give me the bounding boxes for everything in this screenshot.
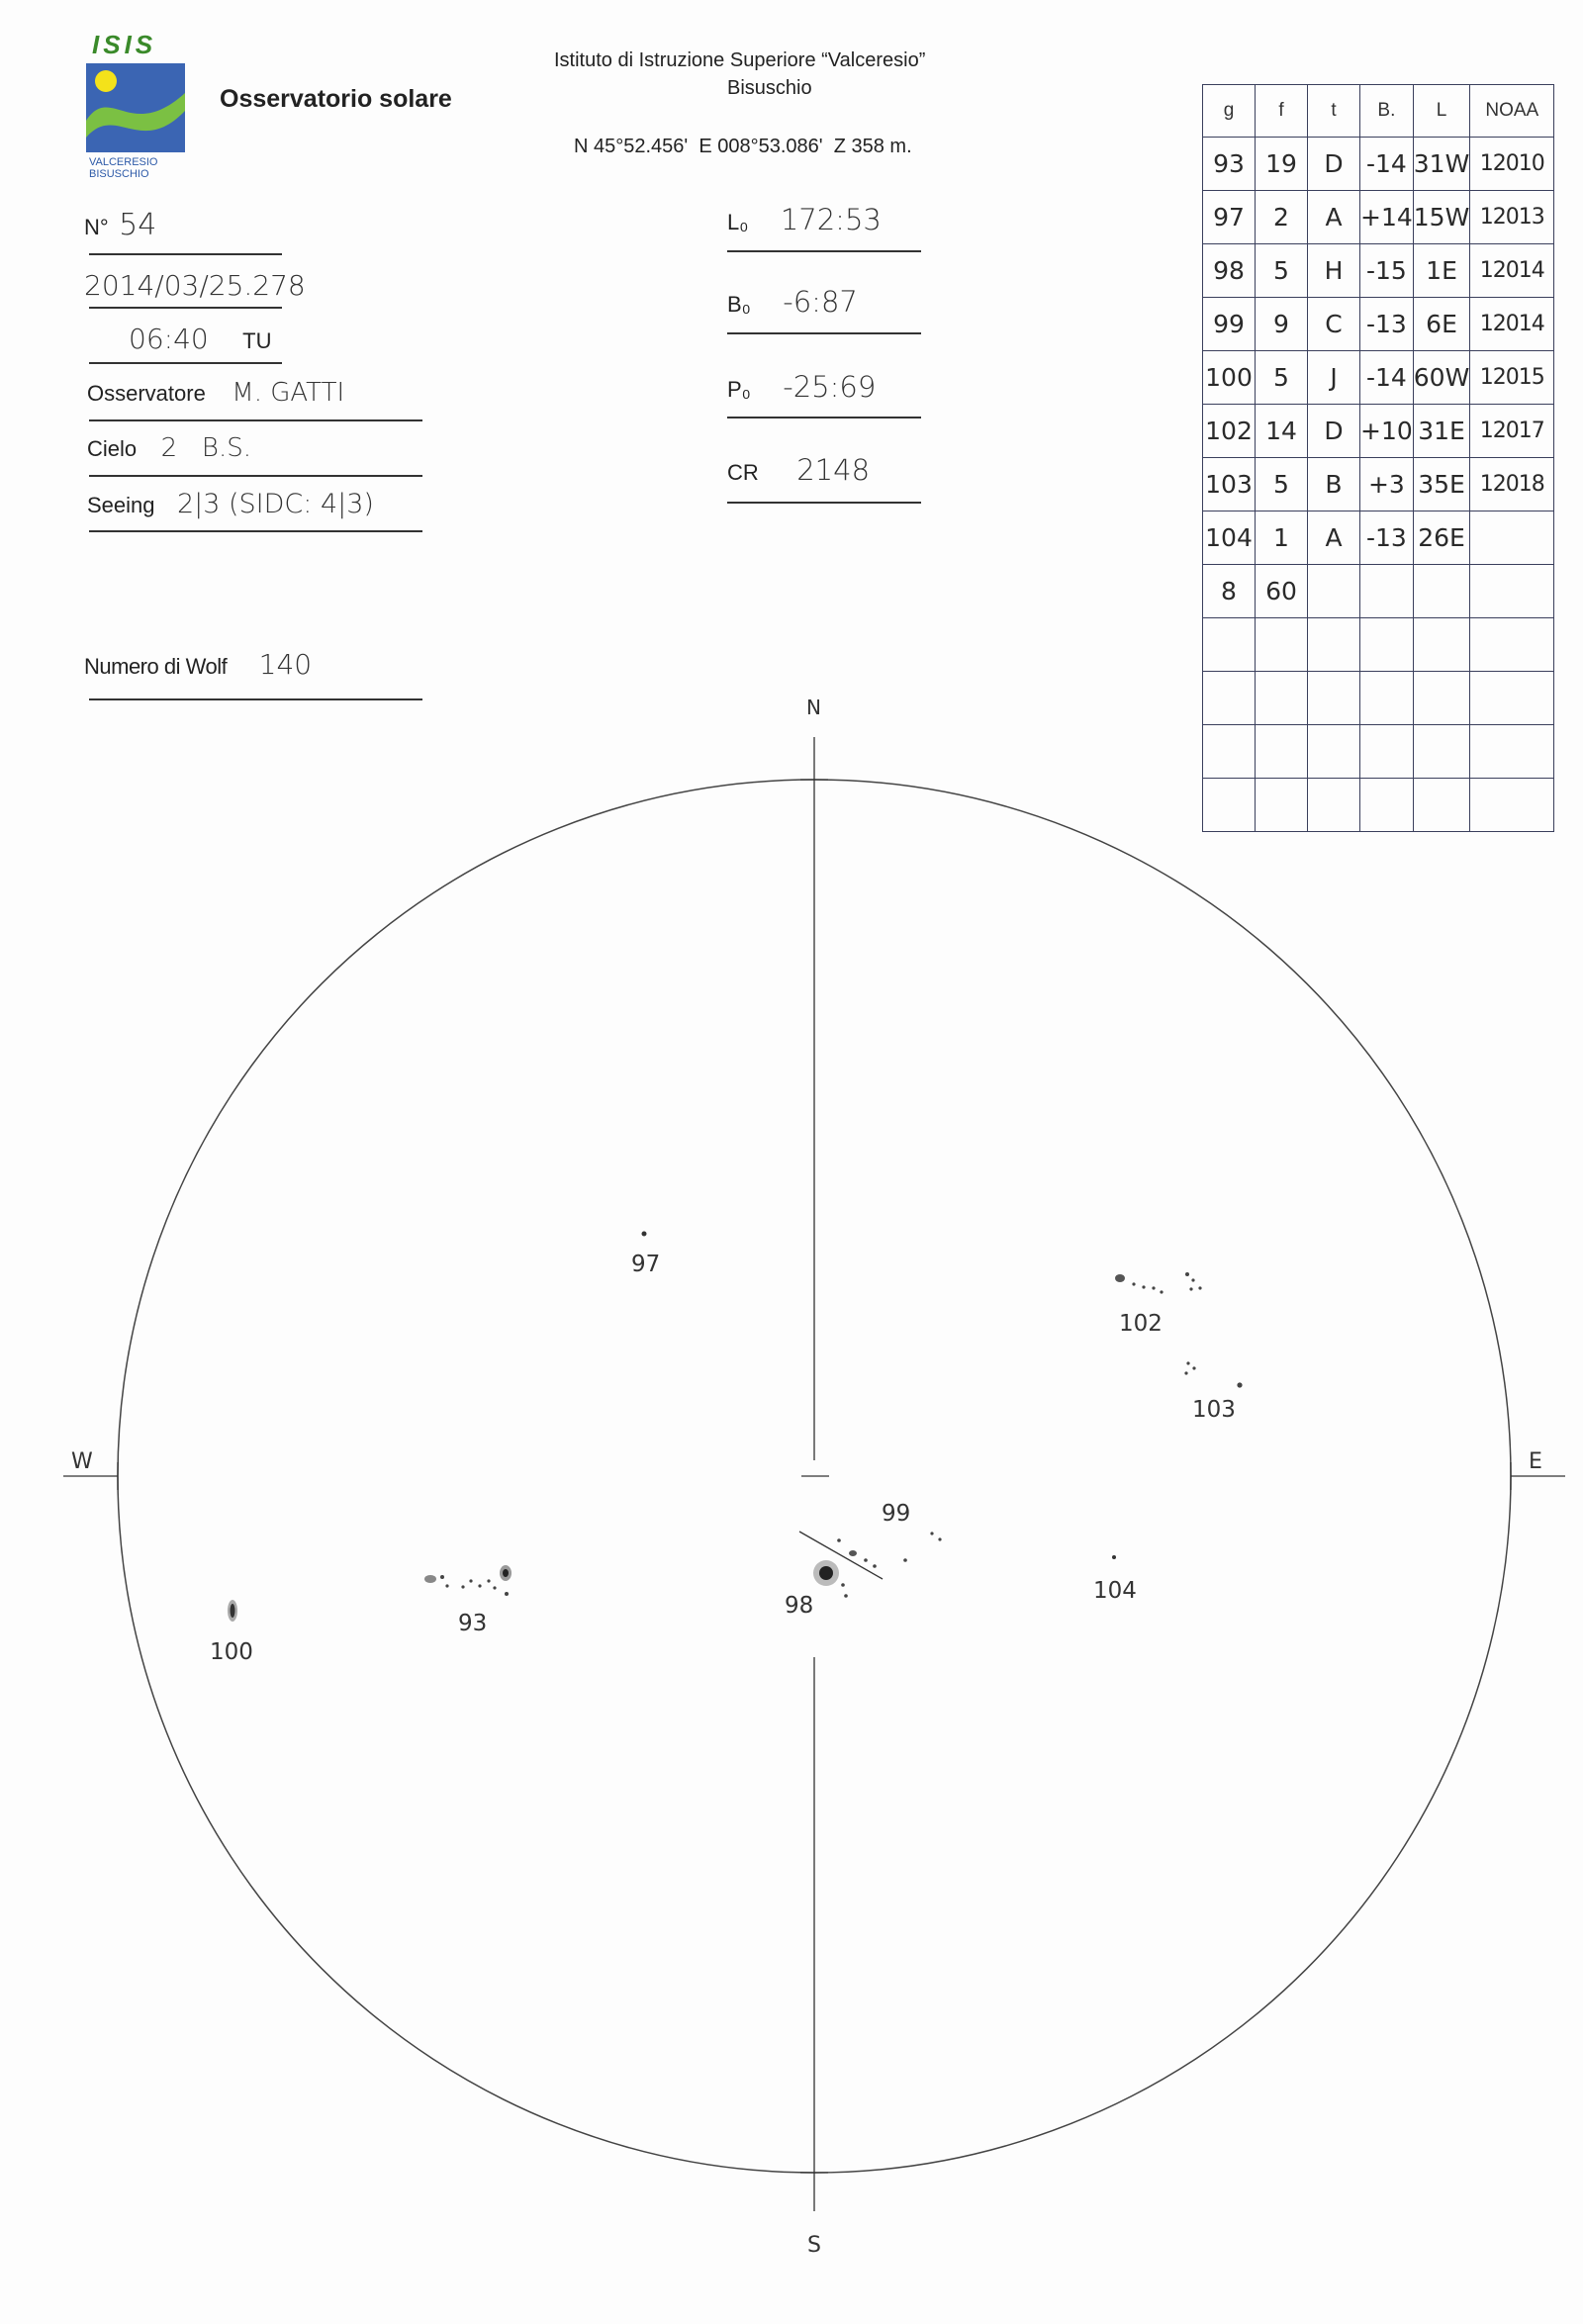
observer-label: Osservatore: [87, 381, 206, 406]
sunspot-group-102: [1115, 1272, 1202, 1294]
group-label-98: 98: [785, 1593, 814, 1619]
cell-t: A: [1308, 191, 1360, 244]
cell-t: J: [1308, 351, 1360, 405]
cell-l: 60W: [1413, 351, 1470, 405]
cell-t: H: [1308, 244, 1360, 298]
cell-b: -13: [1360, 298, 1414, 351]
cell-noaa: 12017: [1470, 405, 1554, 458]
west-label: W: [71, 1449, 93, 1474]
sunspot-group-103: [1184, 1361, 1242, 1387]
cell-t: C: [1308, 298, 1360, 351]
cell-noaa: 12018: [1470, 458, 1554, 511]
cell-b: +10: [1360, 405, 1414, 458]
logo-sub1: VALCERESIO: [89, 156, 158, 168]
cell-g: 103: [1203, 458, 1256, 511]
cell-noaa: 12014: [1470, 298, 1554, 351]
observer-value: M. GATTI: [232, 378, 345, 408]
col-header-f: f: [1256, 85, 1308, 138]
south-label: S: [807, 2233, 821, 2258]
cell-b: -14: [1360, 138, 1414, 191]
cell-l: 1E: [1413, 244, 1470, 298]
institute-town: Bisuschio: [727, 77, 812, 99]
number-value: 54: [119, 208, 157, 242]
sky-label: Cielo: [87, 436, 138, 461]
cell-g: 100: [1203, 351, 1256, 405]
col-header-t: t: [1308, 85, 1360, 138]
sunspot-group-98: [813, 1560, 848, 1598]
group-label-104: 104: [1093, 1578, 1137, 1604]
cell-t: D: [1308, 138, 1360, 191]
group-label-97: 97: [631, 1252, 661, 1277]
cell-g: 102: [1203, 405, 1256, 458]
sunspot-104: [1112, 1555, 1116, 1559]
col-header-l: L: [1413, 85, 1470, 138]
sunspot-97: [642, 1232, 647, 1237]
p0-label: P₀: [727, 377, 751, 402]
cell-l: 31E: [1413, 405, 1470, 458]
p0-value: -25:69: [783, 370, 877, 404]
sunspot-group-100: [228, 1600, 237, 1622]
cell-b: +14: [1360, 191, 1414, 244]
cell-g: 93: [1203, 138, 1256, 191]
wolf-value: 140: [258, 648, 313, 681]
east-label: E: [1529, 1449, 1542, 1474]
disk-axes: [63, 737, 1565, 2211]
cell-f: 60: [1256, 565, 1308, 618]
cell-l: 35E: [1413, 458, 1470, 511]
cell-t: D: [1308, 405, 1360, 458]
sky-value: 2 B.S.: [160, 433, 251, 463]
seeing-label: Seeing: [87, 493, 155, 517]
cell-noaa: 12015: [1470, 351, 1554, 405]
col-header-noaa: NOAA: [1470, 85, 1554, 138]
number-label: N°: [84, 215, 109, 239]
cell-f: 1: [1256, 511, 1308, 565]
col-header-g: g: [1203, 85, 1256, 138]
cell-l: 26E: [1413, 511, 1470, 565]
cell-b: -15: [1360, 244, 1414, 298]
cell-g: 99: [1203, 298, 1256, 351]
cell-f: 5: [1256, 458, 1308, 511]
cell-l: 15W: [1413, 191, 1470, 244]
time-value: 06:40: [129, 323, 209, 355]
cell-f: 5: [1256, 351, 1308, 405]
cell-b: -13: [1360, 511, 1414, 565]
logo-text: ISIS: [92, 30, 157, 59]
cell-g: 98: [1203, 244, 1256, 298]
station-coordinates: N 45°52.456' E 008°53.086' Z 358 m.: [574, 136, 912, 157]
time-unit: TU: [242, 328, 272, 353]
cell-noaa: 12010: [1470, 138, 1554, 191]
cell-l: 6E: [1413, 298, 1470, 351]
l0-label: L₀: [727, 210, 749, 234]
cell-t: A: [1308, 511, 1360, 565]
group-label-102: 102: [1119, 1311, 1163, 1337]
col-header-b: B.: [1360, 85, 1414, 138]
wolf-label: Numero di Wolf: [84, 654, 228, 679]
seeing-value: 2|3 (SIDC: 4|3): [176, 489, 374, 519]
sunspot-group-93: [424, 1565, 512, 1596]
cell-f: 9: [1256, 298, 1308, 351]
institute-name: Istituto di Istruzione Superiore “Valceresio”: [554, 49, 926, 71]
group-label-93: 93: [458, 1611, 488, 1636]
cell-g: 8: [1203, 565, 1256, 618]
cell-t: B: [1308, 458, 1360, 511]
north-label: N: [806, 696, 821, 719]
group-label-103: 103: [1192, 1397, 1236, 1423]
cr-label: CR: [727, 460, 759, 485]
l0-value: 172:53: [780, 203, 882, 236]
observatory-title: Osservatorio solare: [220, 85, 452, 113]
b0-value: -6:87: [783, 285, 858, 319]
cell-f: 2: [1256, 191, 1308, 244]
cell-noaa: 12013: [1470, 191, 1554, 244]
cell-noaa: 12014: [1470, 244, 1554, 298]
cell-f: 19: [1256, 138, 1308, 191]
cell-f: 5: [1256, 244, 1308, 298]
logo-sub2: BISUSCHIO: [89, 168, 149, 180]
cell-g: 97: [1203, 191, 1256, 244]
date-value: 2014/03/25.278: [84, 269, 306, 302]
b0-label: B₀: [727, 292, 751, 317]
cell-b: +3: [1360, 458, 1414, 511]
group-label-99: 99: [882, 1501, 911, 1527]
cell-f: 14: [1256, 405, 1308, 458]
cr-value: 2148: [796, 453, 871, 487]
cell-g: 104: [1203, 511, 1256, 565]
group-label-100: 100: [210, 1639, 253, 1665]
cell-b: -14: [1360, 351, 1414, 405]
cell-l: 31W: [1413, 138, 1470, 191]
